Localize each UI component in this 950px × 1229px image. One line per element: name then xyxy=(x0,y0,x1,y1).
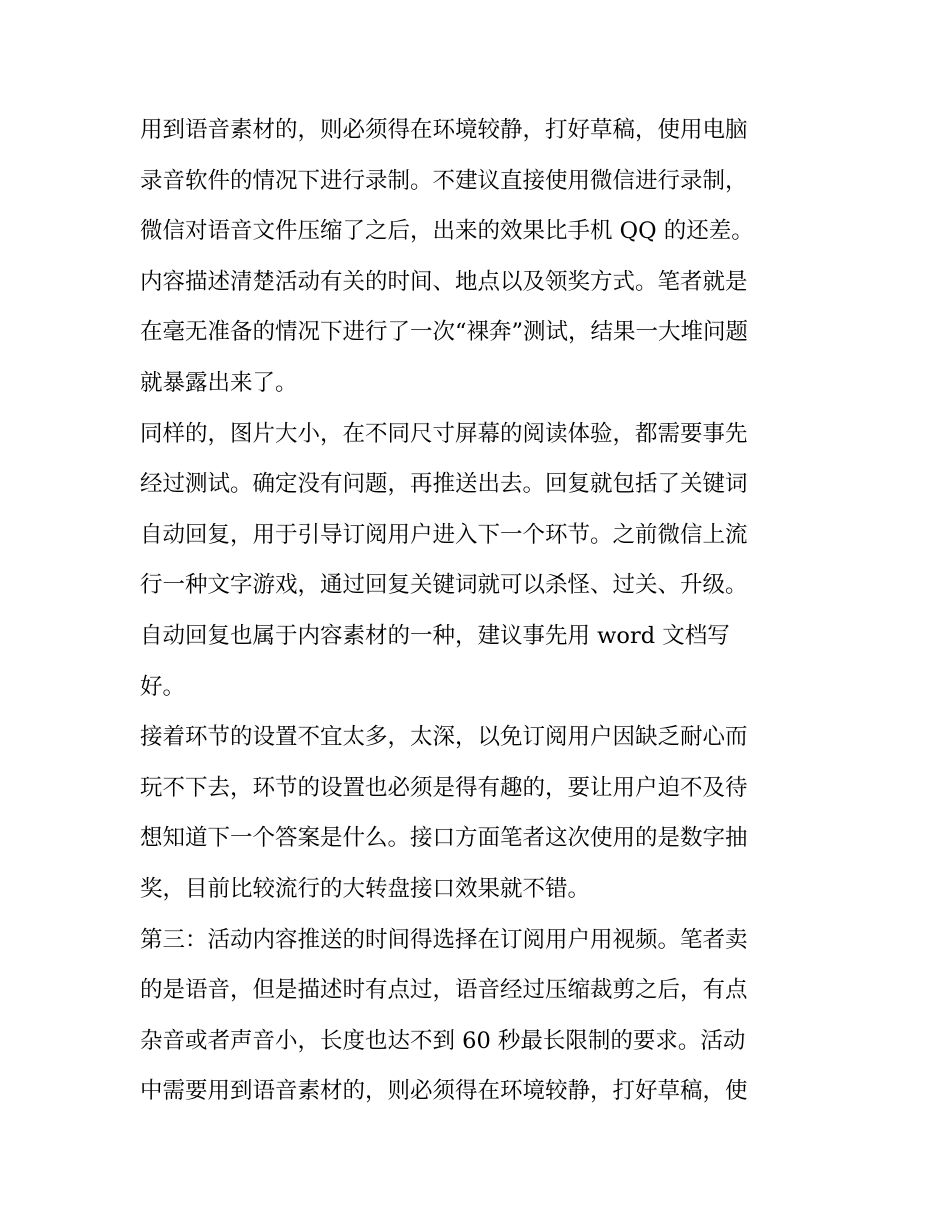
text-line: 用到语音素材的，则必须得在环境较静，打好草稿，使用电脑 xyxy=(140,117,748,143)
text-line: 行一种文字游戏，通过回复关键词就可以杀怪、过关、升级。 xyxy=(140,572,748,599)
text-line: 录音软件的情况下进行录制。不建议直接使用微信进行录制， xyxy=(140,167,748,194)
text-line: 接着环节的设置不宜太多，太深，以免订阅用户因缺乏耐心而 xyxy=(140,724,748,751)
text-line: 自动回复，用于引导订阅用户进入下一个环节。之前微信上流 xyxy=(140,521,748,548)
text-line: 经过测试。确定没有问题，再推送出去。回复就包括了关键词 xyxy=(140,471,748,498)
text-line: 自动回复也属于内容素材的一种，建议事先用 word 文档写 xyxy=(140,622,730,649)
text-line: 奖，目前比较流行的大转盘接口效果就不错。 xyxy=(140,875,591,902)
text-line: 第三：活动内容推送的时间得选择在订阅用户用视频。笔者卖 xyxy=(140,926,748,953)
text-line: 的是语音，但是描述时有点过，语音经过压缩裁剪之后，有点 xyxy=(140,977,748,1004)
text-line: 中需要用到语音素材的，则必须得在环境较静，打好草稿，使 xyxy=(140,1078,748,1105)
text-line: 同样的，图片大小，在不同尺寸屏幕的阅读体验，都需要事先 xyxy=(140,420,748,447)
body-text xyxy=(140,105,820,1117)
text-line: 在毫无准备的情况下进行了一次“裸奔”测试，结果一大堆问题 xyxy=(140,319,749,346)
text-line: 就暴露出来了。 xyxy=(140,369,298,396)
text-line: 内容描述清楚活动有关的时间、地点以及领奖方式。笔者就是 xyxy=(140,268,748,295)
text-line: 想知道下一个答案是什么。接口方面笔者这次使用的是数字抽 xyxy=(140,825,748,852)
text-line: 玩不下去，环节的设置也必须是得有趣的，要让用户迫不及待 xyxy=(140,774,748,801)
text-line: 微信对语音文件压缩了之后，出来的效果比手机 QQ 的还差。 xyxy=(140,218,754,245)
text-line: 杂音或者声音小，长度也达不到 60 秒最长限制的要求。活动 xyxy=(140,1027,746,1054)
text-line: 好。 xyxy=(140,673,186,700)
